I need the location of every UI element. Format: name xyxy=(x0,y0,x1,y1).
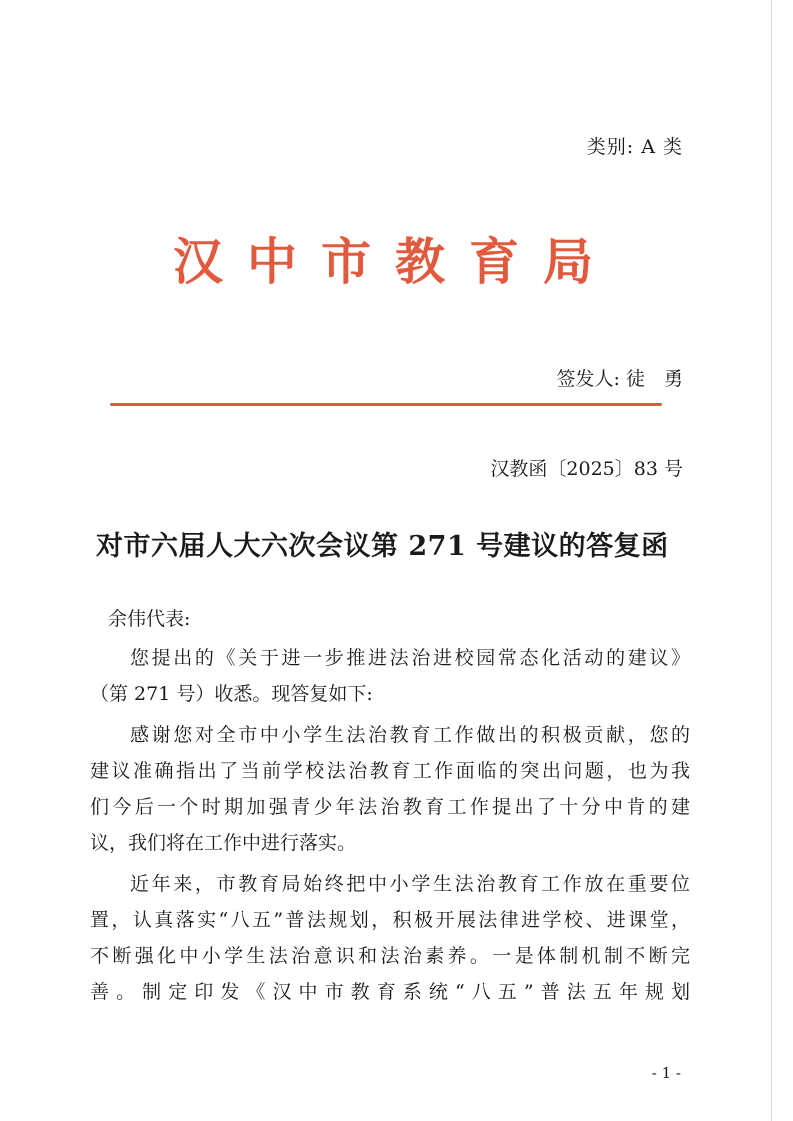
paragraph xyxy=(90,717,690,861)
paragraph-line: 感谢您对全市中小学生法治教育工作做出的积极贡献，您的 xyxy=(130,724,690,746)
salutation: 余伟代表: xyxy=(108,608,191,630)
paragraph-line: 您提出的《关于进一步推进法治进校园常态化活动的建议》 xyxy=(130,647,690,669)
paragraph-line: 议，我们将在工作中进行落实。 xyxy=(90,832,357,854)
paragraph-line: 近年来，市教育局始终把中小学生法治教育工作放在重要位 xyxy=(130,873,690,895)
paragraph-line: 不断强化中小学生法治意识和法治素养。一是体制机制不断完 xyxy=(90,945,690,967)
red-separator-rule xyxy=(110,403,662,406)
paragraph-line: 善。制定印发《汉中市教育系统“八五”普法五年规划 xyxy=(90,981,690,1003)
paragraph-line: 们今后一个时期加强青少年法治教育工作提出了十分中肯的建 xyxy=(90,796,690,818)
page-number: - 1 - xyxy=(651,1064,681,1082)
document-body xyxy=(90,640,690,1015)
document-category: 类别: A 类 xyxy=(586,136,683,158)
page-edge-line xyxy=(771,0,772,1121)
paragraph xyxy=(90,640,690,712)
paragraph-line: 建议准确指出了当前学校法治教育工作面临的突出问题，也为我 xyxy=(90,760,690,782)
paragraph xyxy=(90,866,690,1010)
issuing-authority-title: 汉中市教育局 xyxy=(173,232,617,291)
paragraph-line: 置，认真落实“八五”普法规划，积极开展法律进学校、进课堂， xyxy=(90,909,690,931)
signer: 签发人: 徒 勇 xyxy=(556,368,683,390)
document-number: 汉教函〔2025〕83 号 xyxy=(490,458,683,480)
document-title: 对市六届人大六次会议第 271 号建议的答复函 xyxy=(96,531,669,562)
paragraph-line: （第 271 号）收悉。现答复如下: xyxy=(90,683,373,705)
